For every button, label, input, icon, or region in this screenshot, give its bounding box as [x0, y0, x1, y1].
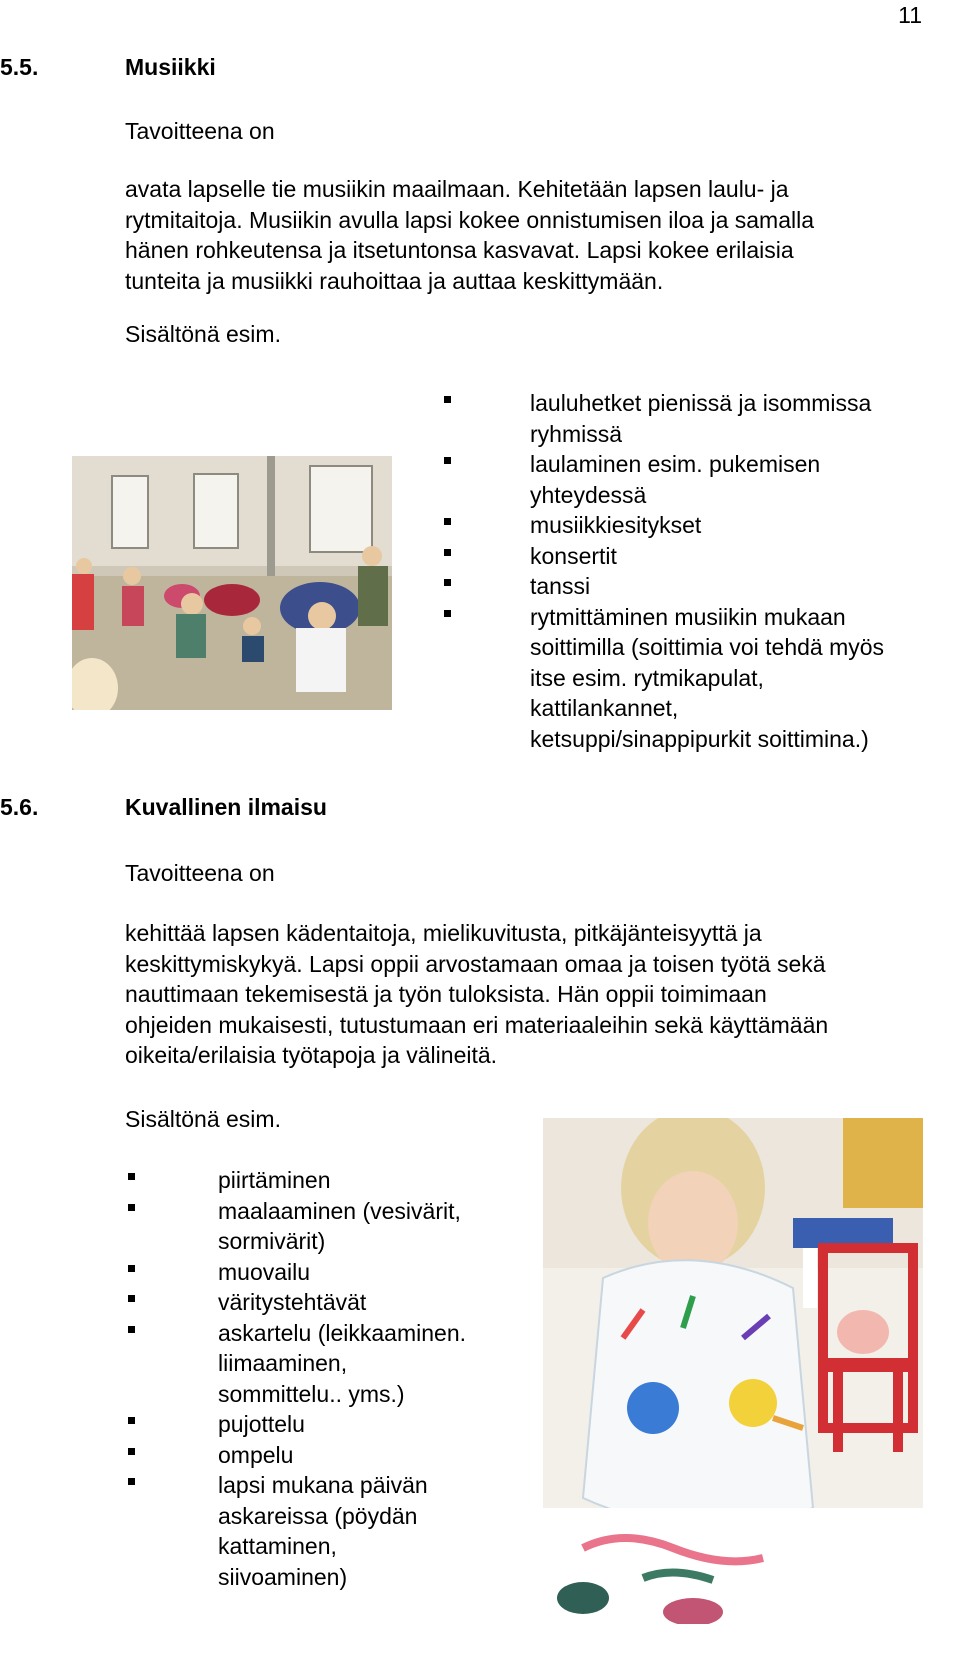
text-line: tunteita ja musiikki rauhoittaa ja auttaa keskittymään.	[125, 267, 664, 294]
children-dancing-image	[72, 456, 392, 710]
text-line: keskittymiskykyä. Lapsi oppii arvostamaan omaa ja toisen työtä sekä	[125, 950, 826, 977]
goal-label-music: Tavoitteena on	[125, 118, 275, 144]
bullet-square-icon	[128, 1265, 135, 1272]
list-item: maalaaminen (vesivärit, sormivärit)	[218, 1196, 548, 1257]
goal-label-visual: Tavoitteena on	[125, 860, 275, 886]
goal-text-visual	[125, 918, 828, 1071]
bullet-square-icon	[444, 549, 451, 556]
page-number: 11	[898, 2, 922, 28]
section-title-music: Musiikki	[125, 54, 216, 80]
bullet-square-icon	[128, 1448, 135, 1455]
list-item: väritystehtävät	[218, 1287, 548, 1318]
content-label-music: Sisältönä esim.	[125, 321, 281, 347]
bullet-square-icon	[128, 1478, 135, 1485]
bullet-square-icon	[128, 1417, 135, 1424]
bullet-square-icon	[444, 610, 451, 617]
list-item: muovailu	[218, 1257, 548, 1288]
list-item: konsertit	[530, 541, 950, 572]
bullet-square-icon	[128, 1326, 135, 1333]
text-line: rytmitaitoja. Musiikin avulla lapsi kokee onnistumisen iloa ja samalla	[125, 206, 815, 233]
list-item: tanssi	[530, 571, 950, 602]
text-line: nauttimaan tekemisestä ja työn tuloksista. Hän oppii toimimaan	[125, 981, 767, 1007]
girl-painting-image	[543, 1118, 923, 1624]
bullet-square-icon	[444, 396, 451, 403]
list-item: musiikkiesitykset	[530, 510, 950, 541]
music-content-list	[530, 388, 950, 754]
text-line: oikeita/erilaisia työtapoja ja välineitä.	[125, 1042, 498, 1068]
list-item: lauluhetket pienissä ja isommissa ryhmissä	[530, 388, 950, 449]
section-number-music: 5.5.	[0, 54, 39, 80]
text-line: kehittää lapsen kädentaitoja, mielikuvitusta, pitkäjänteisyyttä ja	[125, 920, 762, 946]
list-item: pujottelu	[218, 1409, 548, 1440]
bullet-square-icon	[128, 1295, 135, 1302]
text-line: avata lapselle tie musiikin maailmaan. Kehitetään lapsen laulu- ja	[125, 176, 789, 202]
list-item: ompelu	[218, 1440, 548, 1471]
list-item: piirtäminen	[218, 1165, 548, 1196]
bullet-square-icon	[128, 1204, 135, 1211]
painting-child-photo	[543, 1118, 923, 1624]
music-class-photo	[72, 456, 392, 710]
content-label-visual: Sisältönä esim.	[125, 1106, 281, 1132]
bullet-square-icon	[444, 518, 451, 525]
bullet-square-icon	[128, 1173, 135, 1180]
list-item: lapsi mukana päivän askareissa (pöydän kattaminen, siivoaminen)	[218, 1470, 548, 1592]
text-line: hänen rohkeutensa ja itsetuntonsa kasvavat. Lapsi kokee erilaisia	[125, 237, 794, 263]
list-item: laulaminen esim. pukemisen yhteydessä	[530, 449, 950, 510]
bullet-square-icon	[444, 579, 451, 586]
text-line: ohjeiden mukaisesti, tutustumaan eri materiaaleihin sekä käyttämään	[125, 1011, 829, 1038]
list-item: rytmittäminen musiikin mukaan soittimilla (soittimia voi tehdä myös itse esim. rytmikapulat, kattilankannet, ketsuppi/sinappipurkit soittimina.)	[530, 602, 950, 755]
bullet-square-icon	[444, 457, 451, 464]
list-item: askartelu (leikkaaminen. liimaaminen, sommittelu.. yms.)	[218, 1318, 548, 1410]
section-title-visual: Kuvallinen ilmaisu	[125, 794, 327, 820]
goal-text-music	[125, 174, 814, 296]
section-number-visual: 5.6.	[0, 794, 39, 820]
visual-content-list	[218, 1165, 548, 1592]
